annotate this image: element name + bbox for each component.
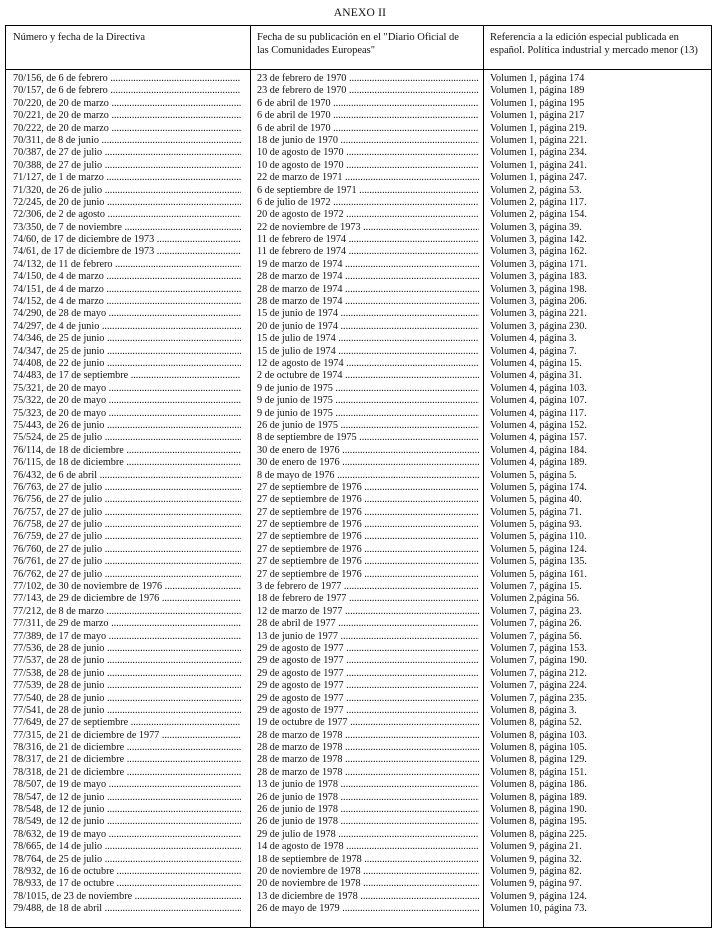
directive-cell: 77/315, de 21 de diciembre de 1977 .....: [13, 730, 241, 742]
header-edition-line2: español. Política industrial y mercado menor (13): [490, 45, 698, 56]
directive-cell: 70/157, de 6 de febrero .....: [13, 85, 241, 97]
table-row: [6, 457, 711, 469]
publication-date-cell: 22 de marzo de 1971 .....: [257, 172, 479, 184]
edition-reference-cell: Volumen 4, página 117.: [490, 407, 587, 419]
directives-table: [5, 25, 712, 928]
table-row: [6, 420, 711, 432]
publication-date-cell: 15 de julio de 1974 .....: [257, 333, 479, 345]
directive-cell: 70/220, de 20 de marzo .....: [13, 98, 241, 110]
publication-date-cell: 15 de julio de 1974 .....: [257, 346, 479, 358]
edition-reference-cell: Volumen 4, página 3.: [490, 333, 577, 345]
table-row: [6, 358, 711, 370]
directive-cell: 78/507, de 19 de mayo .....: [13, 779, 241, 791]
directive-cell: 78/1015, de 23 de noviembre .....: [13, 891, 241, 903]
publication-date-cell: 27 de septiembre de 1976 .....: [257, 482, 479, 494]
table-row: [6, 432, 711, 444]
table-row: [6, 631, 711, 643]
edition-reference-cell: Volumen 5, página 161.: [490, 568, 587, 580]
edition-reference-cell: Volumen 3, página 39.: [490, 221, 582, 233]
table-row: [6, 110, 711, 122]
header-directive-label: Número y fecha de la Directiva: [13, 32, 146, 43]
edition-reference-cell: Volumen 3, página 230.: [490, 320, 587, 332]
table-row: [6, 891, 711, 903]
publication-date-cell: 20 de junio de 1974 .....: [257, 321, 479, 333]
directive-cell: 70/387, de 27 de julio .....: [13, 147, 241, 159]
directive-cell: 77/536, de 28 de junio .....: [13, 643, 241, 655]
table-row: [6, 98, 711, 110]
edition-reference-cell: Volumen 4, página 7.: [490, 345, 577, 357]
edition-reference-cell: Volumen 5, página 40.: [490, 494, 582, 506]
edition-reference-cell: Volumen 1, página 217: [490, 110, 585, 122]
edition-reference-cell: Volumen 7, página 212.: [490, 667, 587, 679]
publication-date-cell: 29 de agosto de 1977 .....: [257, 668, 479, 680]
edition-reference-cell: Volumen 9, página 21.: [490, 841, 582, 853]
table-row: [6, 866, 711, 878]
directive-cell: 76/759, de 27 de julio .....: [13, 531, 241, 543]
directive-cell: 77/541, de 28 de junio .....: [13, 705, 241, 717]
directive-cell: 74/297, de 4 de junio .....: [13, 321, 241, 333]
edition-reference-cell: Volumen 7, página 23.: [490, 605, 582, 617]
directive-cell: 78/317, de 21 de diciembre .....: [13, 754, 241, 766]
directive-cell: 77/540, de 28 de junio .....: [13, 693, 241, 705]
publication-date-cell: 27 de septiembre de 1976 .....: [257, 519, 479, 531]
table-row: [6, 209, 711, 221]
directive-cell: 76/115, de 18 de diciembre .....: [13, 457, 241, 469]
directive-cell: 76/114, de 18 de diciembre .....: [13, 445, 241, 457]
table-row: [6, 717, 711, 729]
directive-cell: 74/61, de 17 de diciembre de 1973 .....: [13, 246, 241, 258]
table-row: [6, 507, 711, 519]
publication-date-cell: 28 de marzo de 1978 .....: [257, 742, 479, 754]
edition-reference-cell: Volumen 3, página 206.: [490, 296, 587, 308]
directive-cell: 75/524, de 25 de julio .....: [13, 432, 241, 444]
edition-reference-cell: Volumen 9, página 97.: [490, 878, 582, 890]
publication-date-cell: 27 de septiembre de 1976 .....: [257, 569, 479, 581]
table-row: [6, 643, 711, 655]
edition-reference-cell: Volumen 2, página 154.: [490, 209, 587, 221]
header-divider: [6, 69, 711, 70]
directive-cell: 78/665, de 14 de julio .....: [13, 841, 241, 853]
table-row: [6, 618, 711, 630]
publication-date-cell: 8 de septiembre de 1975 .....: [257, 432, 479, 444]
directive-cell: 77/537, de 28 de junio .....: [13, 655, 241, 667]
publication-date-cell: 28 de marzo de 1978 .....: [257, 767, 479, 779]
edition-reference-cell: Volumen 8, página 3.: [490, 704, 577, 716]
publication-date-cell: 14 de agosto de 1978 .....: [257, 841, 479, 853]
directive-cell: 78/632, de 19 de mayo .....: [13, 829, 241, 841]
edition-reference-cell: Volumen 7, página 26.: [490, 618, 582, 630]
directive-cell: 74/346, de 25 de junio .....: [13, 333, 241, 345]
directive-cell: 70/311, de 8 de junio .....: [13, 135, 241, 147]
directive-cell: 78/316, de 21 de diciembre .....: [13, 742, 241, 754]
edition-reference-cell: Volumen 7, página 15.: [490, 581, 582, 593]
publication-date-cell: 28 de marzo de 1974 .....: [257, 271, 479, 283]
header-directive: [13, 31, 243, 44]
edition-reference-cell: Volumen 7, página 190.: [490, 655, 587, 667]
table-row: [6, 767, 711, 779]
directive-cell: 77/212, de 8 de marzo .....: [13, 606, 241, 618]
directive-cell: 79/488, de 18 de abril .....: [13, 903, 241, 915]
directive-cell: 76/763, de 27 de julio .....: [13, 482, 241, 494]
edition-reference-cell: Volumen 1, página 221.: [490, 134, 587, 146]
page-title: ANEXO II: [333, 7, 387, 19]
directive-cell: 72/306, de 2 de agosto .....: [13, 209, 241, 221]
table-row: [6, 804, 711, 816]
publication-date-cell: 20 de noviembre de 1978 .....: [257, 866, 479, 878]
table-row: [6, 383, 711, 395]
table-row: [6, 123, 711, 135]
publication-date-cell: 13 de junio de 1978 .....: [257, 779, 479, 791]
table-row: [6, 581, 711, 593]
table-row: [6, 222, 711, 234]
table-row: [6, 903, 711, 915]
directive-cell: 74/132, de 11 de febrero .....: [13, 259, 241, 271]
edition-reference-cell: Volumen 4, página 184.: [490, 444, 587, 456]
table-row: [6, 693, 711, 705]
table-row: [6, 655, 711, 667]
publication-date-cell: 15 de junio de 1974 .....: [257, 308, 479, 320]
directive-cell: 78/933, de 17 de octubre .....: [13, 878, 241, 890]
directive-cell: 70/156, de 6 de febrero .....: [13, 73, 241, 85]
table-row: [6, 829, 711, 841]
publication-date-cell: 27 de septiembre de 1976 .....: [257, 544, 479, 556]
edition-reference-cell: Volumen 5, página 5.: [490, 469, 577, 481]
header-publication-line2: las Comunidades Europeas": [257, 45, 376, 56]
directive-cell: 76/762, de 27 de julio .....: [13, 569, 241, 581]
table-row: [6, 816, 711, 828]
table-row: [6, 271, 711, 283]
edition-reference-cell: Volumen 1, página 234.: [490, 147, 587, 159]
table-row: [6, 544, 711, 556]
directive-cell: 76/432, de 6 de abril .....: [13, 470, 241, 482]
publication-date-cell: 8 de mayo de 1976 .....: [257, 470, 479, 482]
publication-date-cell: 20 de agosto de 1972 .....: [257, 209, 479, 221]
directive-cell: 70/222, de 20 de marzo .....: [13, 123, 241, 135]
directive-cell: 78/932, de 16 de octubre .....: [13, 866, 241, 878]
table-row: [6, 259, 711, 271]
publication-date-cell: 19 de marzo de 1974 .....: [257, 259, 479, 271]
publication-date-cell: 28 de marzo de 1978 .....: [257, 730, 479, 742]
edition-reference-cell: Volumen 9, página 124.: [490, 890, 587, 902]
table-row: [6, 841, 711, 853]
table-row: [6, 147, 711, 159]
edition-reference-cell: Volumen 7, página 224.: [490, 680, 587, 692]
publication-date-cell: 30 de enero de 1976 .....: [257, 445, 479, 457]
publication-date-cell: 28 de marzo de 1974 .....: [257, 296, 479, 308]
table-row: [6, 172, 711, 184]
publication-date-cell: 26 de junio de 1978 .....: [257, 792, 479, 804]
directive-cell: 78/547, de 12 de junio .....: [13, 792, 241, 804]
publication-date-cell: 23 de febrero de 1970 .....: [257, 85, 479, 97]
edition-reference-cell: Volumen 8, página 195.: [490, 816, 587, 828]
table-row: [6, 395, 711, 407]
directive-cell: 74/151, de 4 de marzo .....: [13, 284, 241, 296]
directive-cell: 74/290, de 28 de mayo .....: [13, 308, 241, 320]
edition-reference-cell: Volumen 8, página 105.: [490, 742, 587, 754]
publication-date-cell: 18 de junio de 1970 .....: [257, 135, 479, 147]
publication-date-cell: 29 de agosto de 1977 .....: [257, 655, 479, 667]
publication-date-cell: 29 de agosto de 1977 .....: [257, 643, 479, 655]
directive-cell: 77/311, de 29 de marzo .....: [13, 618, 241, 630]
table-row: [6, 779, 711, 791]
directive-cell: 70/221, de 20 de marzo .....: [13, 110, 241, 122]
publication-date-cell: 26 de junio de 1978 .....: [257, 804, 479, 816]
table-row: [6, 296, 711, 308]
table-row: [6, 494, 711, 506]
table-row: [6, 792, 711, 804]
publication-date-cell: 27 de septiembre de 1976 .....: [257, 494, 479, 506]
directive-cell: 76/757, de 27 de julio .....: [13, 507, 241, 519]
publication-date-cell: 3 de febrero de 1977 .....: [257, 581, 479, 593]
edition-reference-cell: Volumen 2, página 117.: [490, 196, 587, 208]
directive-cell: 71/320, de 26 de julio .....: [13, 185, 241, 197]
table-row: [6, 531, 711, 543]
header-publication-line1: Fecha de su publicación en el "Diario Oficial de: [257, 32, 459, 43]
table-row: [6, 754, 711, 766]
publication-date-cell: 18 de febrero de 1977 .....: [257, 593, 479, 605]
edition-reference-cell: Volumen 5, página 124.: [490, 543, 587, 555]
directive-cell: 77/143, de 29 de diciembre de 1976 .....: [13, 593, 241, 605]
header-special-edition: [490, 31, 710, 57]
edition-reference-cell: Volumen 3, página 183.: [490, 271, 587, 283]
table-row: [6, 445, 711, 457]
publication-date-cell: 9 de junio de 1975 .....: [257, 408, 479, 420]
directive-cell: 77/389, de 17 de mayo .....: [13, 631, 241, 643]
directive-cell: 77/102, de 30 de noviembre de 1976 .....: [13, 581, 241, 593]
edition-reference-cell: Volumen 2,página 56.: [490, 593, 580, 605]
directive-cell: 78/548, de 12 de junio .....: [13, 804, 241, 816]
table-row: [6, 346, 711, 358]
publication-date-cell: 23 de febrero de 1970 .....: [257, 73, 479, 85]
publication-date-cell: 6 de septiembre de 1971 .....: [257, 185, 479, 197]
header-edition-line1: Referencia a la edición especial publicada en: [490, 32, 679, 43]
table-row: [6, 470, 711, 482]
edition-reference-cell: Volumen 1, página 189: [490, 85, 585, 97]
publication-date-cell: 13 de diciembre de 1978 .....: [257, 891, 479, 903]
edition-reference-cell: Volumen 1, página 219.: [490, 122, 587, 134]
table-row: [6, 556, 711, 568]
directive-cell: 74/150, de 4 de marzo .....: [13, 271, 241, 283]
edition-reference-cell: Volumen 9, página 82.: [490, 866, 582, 877]
table-row: [6, 185, 711, 197]
publication-date-cell: 26 de junio de 1978 .....: [257, 816, 479, 828]
edition-reference-cell: Volumen 4, página 15.: [490, 357, 582, 369]
edition-reference-cell: Volumen 5, página 71.: [490, 506, 582, 518]
directive-cell: 75/323, de 20 de mayo .....: [13, 408, 241, 420]
publication-date-cell: 27 de septiembre de 1976 .....: [257, 531, 479, 543]
publication-date-cell: 2 de octubre de 1974 .....: [257, 370, 479, 382]
table-row: [6, 370, 711, 382]
edition-reference-cell: Volumen 5, página 135.: [490, 556, 587, 568]
table-row: [6, 234, 711, 246]
publication-date-cell: 9 de junio de 1975 .....: [257, 395, 479, 407]
table-row: [6, 408, 711, 420]
publication-date-cell: 27 de septiembre de 1976 .....: [257, 507, 479, 519]
publication-date-cell: 11 de febrero de 1974 .....: [257, 246, 479, 258]
table-row: [6, 680, 711, 692]
directive-cell: 75/322, de 20 de mayo .....: [13, 395, 241, 407]
edition-reference-cell: Volumen 5, página 174.: [490, 481, 587, 493]
edition-reference-cell: Volumen 1, página 247.: [490, 172, 587, 184]
publication-date-cell: 22 de noviembre de 1973 .....: [257, 222, 479, 234]
directive-cell: 74/483, de 17 de septiembre .....: [13, 370, 241, 382]
edition-reference-cell: Volumen 8, página 151.: [490, 766, 587, 778]
directive-cell: 76/761, de 27 de julio .....: [13, 556, 241, 568]
publication-date-cell: 6 de julio de 1972 .....: [257, 197, 479, 209]
directive-cell: 78/764, de 25 de julio .....: [13, 854, 241, 866]
publication-date-cell: 27 de septiembre de 1976 .....: [257, 556, 479, 568]
edition-reference-cell: Volumen 4, página 31.: [490, 370, 582, 382]
edition-reference-cell: Volumen 7, página 56.: [490, 630, 582, 642]
publication-date-cell: 29 de agosto de 1977 .....: [257, 693, 479, 705]
publication-date-cell: 13 de junio de 1977 .....: [257, 631, 479, 643]
directive-cell: 75/443, de 26 de junio .....: [13, 420, 241, 432]
publication-date-cell: 29 de julio de 1978 .....: [257, 829, 479, 841]
publication-date-cell: 6 de abril de 1970 .....: [257, 110, 479, 122]
directive-cell: 78/318, de 21 de diciembre .....: [13, 767, 241, 779]
publication-date-cell: 29 de agosto de 1977 .....: [257, 705, 479, 717]
publication-date-cell: 6 de abril de 1970 .....: [257, 123, 479, 135]
edition-reference-cell: Volumen 4, página 157.: [490, 432, 587, 444]
publication-date-cell: 28 de marzo de 1974 .....: [257, 284, 479, 296]
edition-reference-cell: Volumen 3, página 221.: [490, 308, 587, 320]
edition-reference-cell: Volumen 8, página 225.: [490, 828, 587, 840]
edition-reference-cell: Volumen 8, página 52.: [490, 717, 582, 729]
directive-cell: 70/388, de 27 de julio .....: [13, 160, 241, 172]
table-row: [6, 73, 711, 85]
table-row: [6, 606, 711, 618]
edition-reference-cell: Volumen 4, página 103.: [490, 382, 587, 394]
directive-cell: 74/152, de 4 de marzo .....: [13, 296, 241, 308]
directive-cell: 72/245, de 20 de junio .....: [13, 197, 241, 209]
directive-cell: 77/539, de 28 de junio .....: [13, 680, 241, 692]
table-row: [6, 160, 711, 172]
directive-cell: 75/321, de 20 de mayo .....: [13, 383, 241, 395]
table-row: [6, 668, 711, 680]
publication-date-cell: 20 de noviembre de 1978 .....: [257, 878, 479, 890]
publication-date-cell: 6 de abril de 1970 .....: [257, 98, 479, 110]
table-row: [6, 85, 711, 97]
directive-cell: 74/347, de 25 de junio .....: [13, 346, 241, 358]
table-row: [6, 854, 711, 866]
edition-reference-cell: Volumen 1, página 195: [490, 97, 585, 109]
publication-date-cell: 10 de agosto de 1970 .....: [257, 147, 479, 159]
publication-date-cell: 11 de febrero de 1974 .....: [257, 234, 479, 246]
publication-date-cell: 9 de junio de 1975 .....: [257, 383, 479, 395]
directive-cell: 76/758, de 27 de julio .....: [13, 519, 241, 531]
edition-reference-cell: Volumen 7, página 235.: [490, 692, 587, 704]
table-row: [6, 284, 711, 296]
table-row: [6, 246, 711, 258]
table-row: [6, 742, 711, 754]
edition-reference-cell: Volumen 1, página 174: [490, 73, 585, 84]
table-body: [6, 73, 711, 916]
directive-cell: 76/756, de 27 de julio .....: [13, 494, 241, 506]
edition-reference-cell: Volumen 10, página 73.: [490, 903, 587, 915]
edition-reference-cell: Volumen 5, página 93.: [490, 519, 582, 531]
edition-reference-cell: Volumen 9, página 32.: [490, 853, 582, 865]
publication-date-cell: 26 de junio de 1975 .....: [257, 420, 479, 432]
table-row: [6, 333, 711, 345]
edition-reference-cell: Volumen 8, página 129.: [490, 754, 587, 766]
edition-reference-cell: Volumen 8, página 190.: [490, 804, 587, 816]
publication-date-cell: 26 de mayo de 1979 .....: [257, 903, 479, 915]
publication-date-cell: 28 de abril de 1977 .....: [257, 618, 479, 630]
directive-cell: 78/549, de 12 de junio .....: [13, 816, 241, 828]
table-row: [6, 321, 711, 333]
table-row: [6, 519, 711, 531]
directive-cell: 77/649, de 27 de septiembre .....: [13, 717, 241, 729]
publication-date-cell: 18 de septiembre de 1978 .....: [257, 854, 479, 866]
edition-reference-cell: Volumen 4, página 107.: [490, 395, 587, 407]
edition-reference-cell: Volumen 8, página 189.: [490, 791, 587, 803]
table-row: [6, 135, 711, 147]
table-row: [6, 705, 711, 717]
publication-date-cell: 19 de octubre de 1977 .....: [257, 717, 479, 729]
table-row: [6, 730, 711, 742]
directive-cell: 71/127, de 1 de marzo .....: [13, 172, 241, 184]
publication-date-cell: 12 de marzo de 1977 .....: [257, 606, 479, 618]
edition-reference-cell: Volumen 7, página 153.: [490, 642, 587, 654]
publication-date-cell: 28 de marzo de 1978 .....: [257, 754, 479, 766]
publication-date-cell: 29 de agosto de 1977 .....: [257, 680, 479, 692]
edition-reference-cell: Volumen 3, página 162.: [490, 246, 587, 258]
edition-reference-cell: Volumen 3, página 142.: [490, 234, 587, 246]
edition-reference-cell: Volumen 3, página 198.: [490, 283, 587, 295]
publication-date-cell: 10 de agosto de 1970 .....: [257, 160, 479, 172]
edition-reference-cell: Volumen 4, página 152.: [490, 419, 587, 431]
directive-cell: 77/538, de 28 de junio .....: [13, 668, 241, 680]
edition-reference-cell: Volumen 1, página 241.: [490, 159, 587, 171]
publication-date-cell: 30 de enero de 1976 .....: [257, 457, 479, 469]
directive-cell: 74/408, de 22 de junio .....: [13, 358, 241, 370]
table-row: [6, 878, 711, 890]
edition-reference-cell: Volumen 3, página 171.: [490, 258, 587, 270]
directive-cell: 73/350, de 7 de noviembre .....: [13, 222, 241, 234]
table-row: [6, 308, 711, 320]
edition-reference-cell: Volumen 8, página 103.: [490, 729, 587, 741]
edition-reference-cell: Volumen 8, página 186.: [490, 779, 587, 791]
table-row: [6, 569, 711, 581]
edition-reference-cell: Volumen 2, página 53.: [490, 184, 582, 196]
directive-cell: 76/760, de 27 de julio .....: [13, 544, 241, 556]
table-row: [6, 482, 711, 494]
directive-cell: 74/60, de 17 de diciembre de 1973 .....: [13, 234, 241, 246]
header-publication-date: [257, 31, 481, 57]
publication-date-cell: 12 de agosto de 1974 .....: [257, 358, 479, 370]
edition-reference-cell: Volumen 5, página 110.: [490, 531, 587, 543]
table-row: [6, 197, 711, 209]
edition-reference-cell: Volumen 4, página 189.: [490, 457, 587, 469]
table-row: [6, 593, 711, 605]
